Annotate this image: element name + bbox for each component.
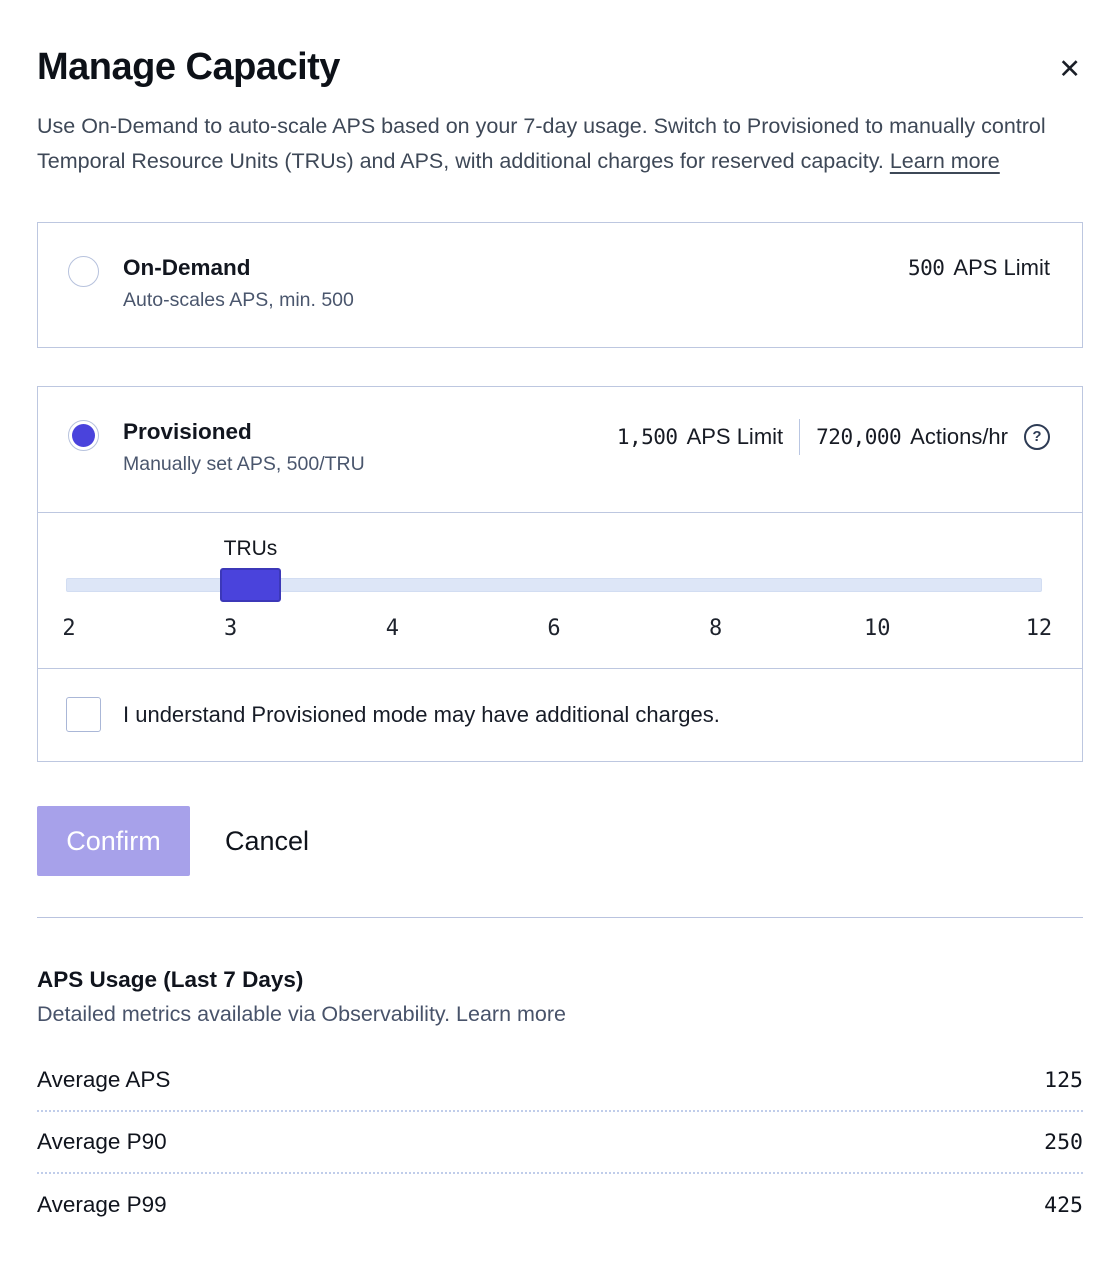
table-row [37, 1050, 1083, 1112]
provisioned-option-card[interactable] [37, 386, 1083, 762]
tru-slider[interactable] [66, 568, 1042, 602]
dialog-header [37, 0, 1083, 89]
usage-subtitle-text: Detailed metrics available via Observability. [37, 1002, 457, 1026]
provisioned-label: Provisioned [123, 419, 252, 444]
dialog-actions [37, 806, 1083, 876]
slider-tick: 8 [709, 616, 723, 641]
acknowledge-label: I understand Provisioned mode may have additional charges. [123, 701, 720, 727]
provisioned-aps-value: 1,500 [616, 425, 678, 449]
slider-handle[interactable] [220, 568, 281, 602]
usage-row-value: 125 [1044, 1067, 1083, 1093]
acknowledge-row [38, 668, 1082, 761]
slider-tick: 3 [224, 616, 238, 641]
provisioned-aps-suffix: APS Limit [686, 424, 784, 449]
usage-learn-more-link[interactable]: Learn more [456, 1002, 566, 1026]
radio-dot [72, 424, 95, 447]
acknowledge-checkbox[interactable] [66, 697, 101, 732]
dialog-description [37, 109, 1083, 179]
usage-row-value: 250 [1044, 1129, 1083, 1155]
on-demand-aps-limit [908, 255, 1050, 281]
provisioned-radio[interactable] [68, 420, 99, 451]
slider-tick: 6 [547, 616, 561, 641]
usage-subtitle [37, 1002, 1083, 1027]
confirm-button[interactable]: Confirm [37, 806, 190, 876]
on-demand-option-card[interactable] [37, 222, 1083, 348]
usage-row-value: 425 [1044, 1192, 1083, 1218]
usage-row-label: Average P99 [37, 1192, 167, 1217]
tru-slider-section [38, 512, 1082, 668]
slider-track[interactable] [66, 578, 1042, 592]
slider-tick-labels [44, 616, 1064, 641]
provisioned-option-row [38, 387, 1082, 512]
slider-tick: 10 [864, 616, 891, 641]
section-divider [37, 917, 1083, 918]
on-demand-option-row [38, 223, 1082, 347]
slider-tick: 2 [62, 616, 76, 641]
slider-tick: 4 [385, 616, 399, 641]
provisioned-sublabel: Manually set APS, 500/TRU [123, 453, 365, 475]
cancel-button[interactable]: Cancel [225, 825, 310, 856]
tru-label-row [66, 537, 1042, 563]
usage-row-label: Average APS [37, 1067, 171, 1092]
on-demand-aps-suffix: APS Limit [953, 255, 1050, 280]
provisioned-text [123, 418, 617, 476]
tru-slider-label: TRUs [223, 537, 278, 560]
description-text: Use On-Demand to auto-scale APS based on your 7-day usage. Switch to Provisioned to manually control Temporal Resource Units (TRUs) and APS, with additional charges for reserved capacity. [37, 114, 1046, 173]
stats-divider [799, 419, 800, 455]
close-icon[interactable]: ✕ [1056, 50, 1083, 89]
on-demand-aps-value: 500 [907, 256, 945, 280]
page-title: Manage Capacity [37, 46, 340, 88]
slider-tick: 12 [1025, 616, 1053, 641]
help-icon[interactable]: ? [1024, 424, 1050, 450]
provisioned-stats [617, 419, 1050, 455]
table-row [37, 1174, 1083, 1236]
usage-table [37, 1050, 1083, 1236]
aps-usage-section [37, 967, 1083, 1236]
table-row [37, 1112, 1083, 1174]
on-demand-label: On-Demand [123, 255, 251, 280]
usage-title: APS Usage (Last 7 Days) [37, 967, 304, 992]
on-demand-sublabel: Auto-scales APS, min. 500 [123, 289, 354, 311]
on-demand-text [123, 254, 908, 312]
provisioned-actions-value: 720,000 [816, 425, 902, 449]
on-demand-radio[interactable] [68, 256, 99, 287]
usage-row-label: Average P90 [37, 1129, 167, 1154]
provisioned-actions-suffix: Actions/hr [910, 424, 1008, 449]
learn-more-link[interactable]: Learn more [889, 149, 1000, 173]
